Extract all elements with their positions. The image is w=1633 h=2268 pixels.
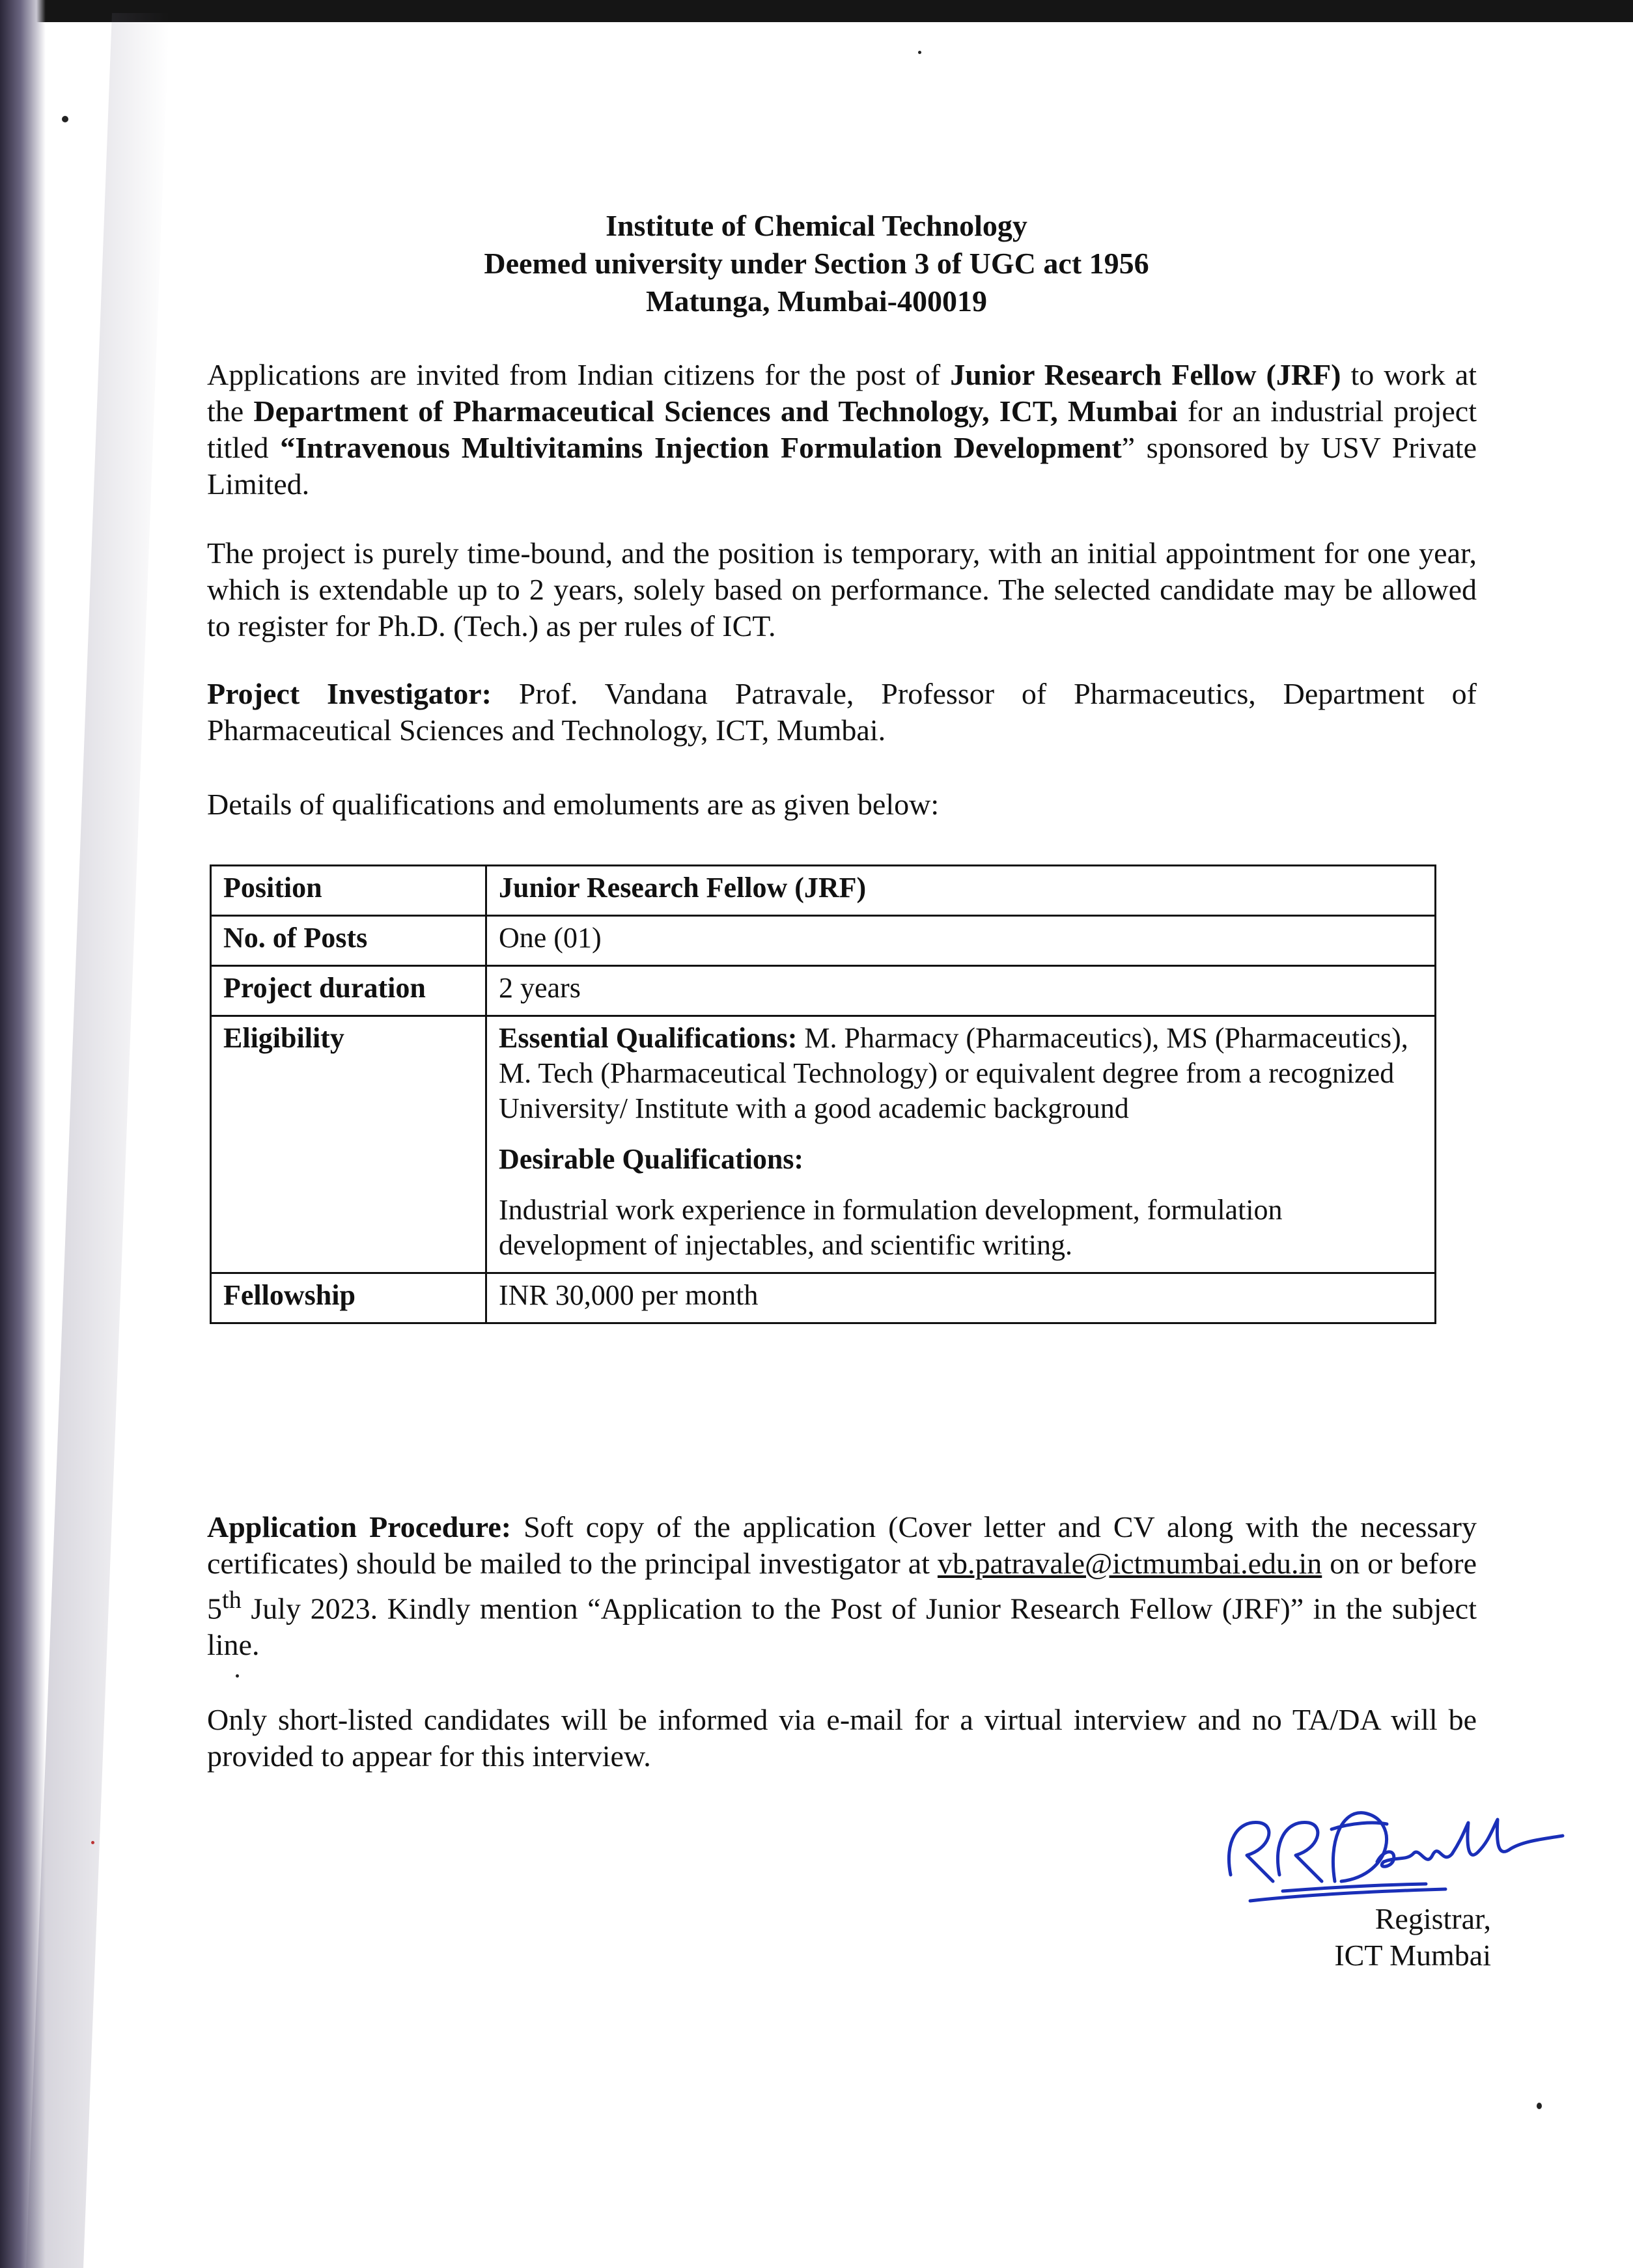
fellowship-value: INR 30,000 per month xyxy=(486,1273,1436,1323)
desirable-qualifications-text: Industrial work experience in formulation development, formulation development of injectables, and scientific writing. xyxy=(499,1194,1283,1261)
eligibility-label: Eligibility xyxy=(211,1016,486,1273)
scan-left-edge xyxy=(0,0,46,2268)
qualification-table xyxy=(210,864,1436,1324)
table-row xyxy=(211,966,1436,1016)
project-title: “Intravenous Multivitamins Injection Formulation Development xyxy=(280,431,1122,464)
position-label: Position xyxy=(211,866,486,916)
scan-top-border xyxy=(0,0,1633,22)
registrar-signature xyxy=(1211,1784,1576,1914)
duration-value: 2 years xyxy=(486,966,1436,1016)
institute-address: Matunga, Mumbai-400019 xyxy=(646,284,987,318)
eligibility-value xyxy=(486,1016,1436,1273)
scan-speck xyxy=(91,1841,94,1844)
department-name: Department of Pharmaceutical Sciences and Technology, ICT, Mumbai xyxy=(253,394,1178,428)
registrar-title: Registrar, xyxy=(1375,1902,1491,1935)
scan-speck xyxy=(236,1674,239,1678)
investigator-label: Project Investigator: xyxy=(207,677,492,710)
shortlist-note: Only short-listed candidates will be informed via e-mail for a virtual interview and no TA/DA will be provided to appear for this interview. xyxy=(207,1703,1477,1773)
scan-speck xyxy=(1537,2103,1542,2109)
desirable-qualifications-label: Desirable Qualifications: xyxy=(499,1143,804,1175)
institute-name: Institute of Chemical Technology xyxy=(606,209,1027,242)
email-link[interactable]: vb.patravale@ictmumbai.edu.in xyxy=(937,1547,1322,1580)
posts-value: One (01) xyxy=(486,916,1436,966)
institute-status: Deemed university under Section 3 of UGC act 1956 xyxy=(484,247,1149,280)
intro-paragraph: Applications are invited from Indian citizens for the post of Junior Research Fellow (JRF) to work at the Department of Pharmaceutical Sciences and Technology, ICT, Mumbai for an industrial project titled “Intravenous Multivitamins Injection Formulation Development” sponsored by USV Private Limited. xyxy=(207,358,1477,501)
table-row xyxy=(211,1273,1436,1323)
scan-speck xyxy=(918,51,921,54)
table-row xyxy=(211,1016,1436,1273)
fellowship-label: Fellowship xyxy=(211,1273,486,1323)
terms-paragraph: The project is purely time-bound, and the position is temporary, with an initial appointment for one year, which is extendable up to 2 years, solely based on performance. The selected candidate may be allowed to register for Ph.D. (Tech.) as per rules of ICT. xyxy=(207,536,1477,643)
application-procedure: Application Procedure: Soft copy of the application (Cover letter and CV along with the necessary certificates) should be mailed to the principal investigator at vb.patravale@ictmumbai.edu.in on or before 5th July 2023. Kindly mention “Application to the Post of Junior Research Fellow (JRF)” in the subject line. xyxy=(207,1510,1477,1662)
scan-speck xyxy=(62,116,68,122)
duration-label: Project duration xyxy=(211,966,486,1016)
registrar-block xyxy=(1296,1901,1491,1974)
position-value: Junior Research Fellow (JRF) xyxy=(486,866,1436,916)
posts-label: No. of Posts xyxy=(211,916,486,966)
details-intro: Details of qualifications and emoluments are as given below: xyxy=(207,788,940,821)
investigator-paragraph: Project Investigator: Prof. Vandana Patravale, Professor of Pharmaceutics, Department of Pharmaceutical Sciences and Technology, ICT, Mumbai. xyxy=(207,677,1477,747)
scan-page-fold-shadow xyxy=(26,13,169,2268)
registrar-org: ICT Mumbai xyxy=(1334,1939,1491,1972)
essential-qualifications: Essential Qualifications: M. Pharmacy (Pharmaceutics), MS (Pharmaceutics), M. Tech (Pharmaceutical Technology) or equivalent degree from a recognized University/ Institute with a good academic background xyxy=(499,1022,1408,1124)
table-row xyxy=(211,916,1436,966)
table-row xyxy=(211,866,1436,916)
post-name: Junior Research Fellow (JRF) xyxy=(950,358,1341,391)
procedure-label: Application Procedure: xyxy=(207,1510,512,1543)
letterhead xyxy=(0,207,1633,320)
